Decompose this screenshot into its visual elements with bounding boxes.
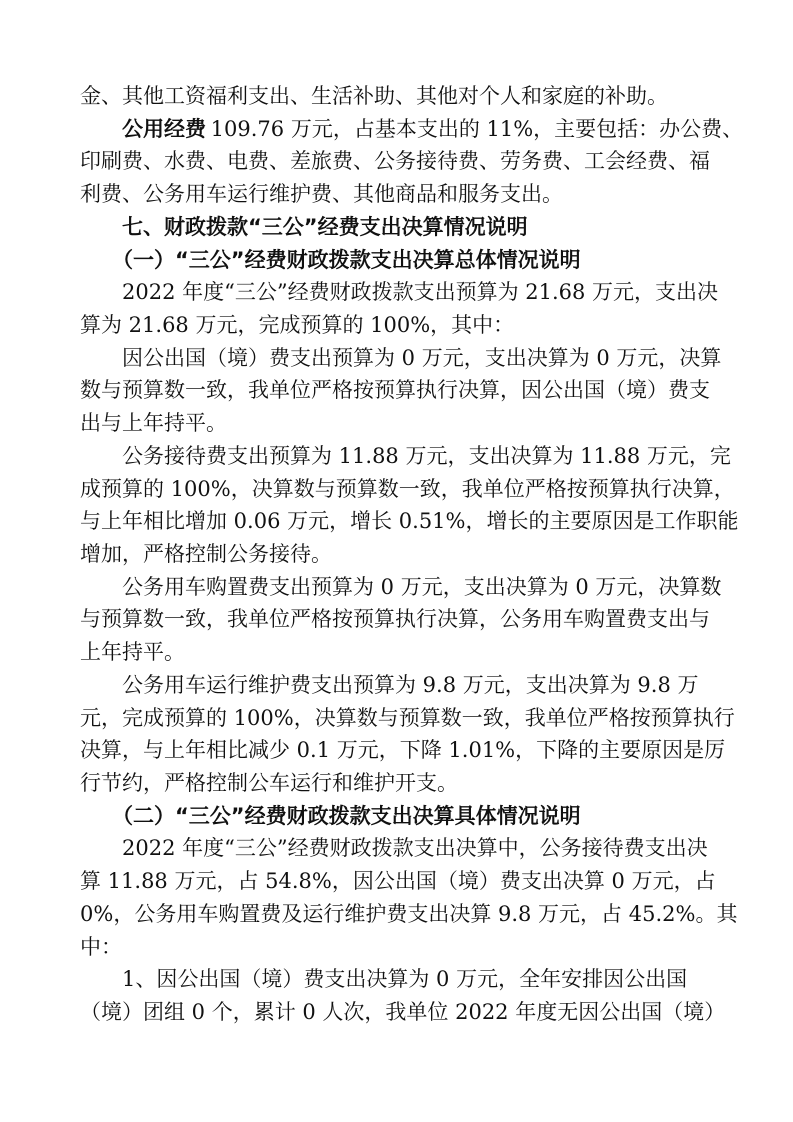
paragraph-text: 公务用车购置费支出预算为 0 万元，支出决算为 0 万元，决算数 xyxy=(122,574,722,599)
text-line xyxy=(0,503,793,539)
text-line xyxy=(0,994,793,1030)
subsection-heading: （二）“三公”经费财政拨款支出决算具体情况说明 xyxy=(112,803,581,828)
paragraph-text: 算 11.88 万元，占 54.8%，因公出国（境）费支出决算 0 万元，占 xyxy=(80,869,716,894)
paragraph-text: 2022 年度“三公”经费财政拨款支出决算中，公务接待费支出决 xyxy=(122,836,708,861)
subsection-heading: （一）“三公”经费财政拨款支出决算总体情况说明 xyxy=(112,247,581,272)
section-heading: 七、财政拨款“三公”经费支出决算情况说明 xyxy=(122,214,528,239)
paragraph-text: 数与预算数一致，我单位严格按预算执行决算，因公出国（境）费支 xyxy=(80,378,710,403)
text-line xyxy=(0,176,793,212)
paragraph-text: 元，完成预算的 100%，决算数与预算数一致，我单位严格按预算执行 xyxy=(80,705,735,730)
text-line xyxy=(0,471,793,507)
paragraph-text: 1、因公出国（境）费支出决算为 0 万元，全年安排因公出国 xyxy=(122,967,688,992)
subsection-heading-line xyxy=(0,798,793,834)
paragraph-text: 决算，与上年相比减少 0.1 万元，下降 1.01%，下降的主要原因是厉 xyxy=(80,738,726,763)
text-line xyxy=(0,601,793,637)
text-line xyxy=(0,536,793,572)
text-line xyxy=(0,929,793,965)
paragraph-text: 金、其他工资福利支出、生活补助、其他对个人和家庭的补助。 xyxy=(80,84,668,108)
paragraph-text: 109.76 万元，占基本支出的 11%，主要包括：办公费、 xyxy=(204,116,744,141)
bold-lead-term: 公用经费 xyxy=(122,116,206,141)
paragraph-text: 0%，公务用车购置费及运行维护费支出决算 9.8 万元，占 45.2%。其 xyxy=(80,901,738,926)
paragraph-text: 行节约，严格控制公车运行和维护开支。 xyxy=(80,771,458,795)
paragraph-text: 算为 21.68 万元，完成预算的 100%，其中： xyxy=(80,313,515,337)
subsection-heading-line xyxy=(0,242,793,278)
text-line xyxy=(0,634,793,670)
text-line xyxy=(0,863,793,899)
paragraph-text: 利费、公务用车运行维护费、其他商品和服务支出。 xyxy=(80,182,563,207)
text-line xyxy=(0,700,793,736)
paragraph-text: （境）团组 0 个，累计 0 人次，我单位 2022 年度无因公出国（境） xyxy=(80,1000,726,1024)
text-line xyxy=(0,405,793,441)
text-line xyxy=(0,111,793,147)
text-line xyxy=(0,765,793,801)
text-line xyxy=(0,569,793,605)
text-line xyxy=(0,372,793,408)
paragraph-text: 与上年相比增加 0.06 万元，增长 0.51%，增长的主要原因是工作职能 xyxy=(80,509,739,534)
paragraph-text: 中： xyxy=(80,934,122,959)
text-line xyxy=(0,667,793,703)
paragraph-text: 成预算的 100%，决算数与预算数一致，我单位严格按预算执行决算， xyxy=(80,476,735,501)
paragraph-text: 公务接待费支出预算为 11.88 万元，支出决算为 11.88 万元，完 xyxy=(122,443,731,468)
paragraph-text: 上年持平。 xyxy=(80,640,185,665)
text-line xyxy=(0,340,793,376)
text-line xyxy=(0,78,793,114)
section-heading-line xyxy=(0,209,793,245)
paragraph-text: 因公出国（境）费支出预算为 0 万元，支出决算为 0 万元，决算 xyxy=(122,345,722,370)
text-line xyxy=(0,274,793,310)
text-line xyxy=(0,732,793,768)
text-line xyxy=(0,896,793,932)
paragraph-text: 2022 年度“三公”经费财政拨款支出预算为 21.68 万元，支出决 xyxy=(122,280,719,305)
text-line xyxy=(0,961,793,997)
text-line xyxy=(0,438,793,474)
text-line xyxy=(0,830,793,866)
paragraph-text: 印刷费、水费、电费、差旅费、公务接待费、劳务费、工会经费、福 xyxy=(80,149,710,174)
text-line xyxy=(0,307,793,343)
paragraph-text: 与预算数一致，我单位严格按预算执行决算，公务用车购置费支出与 xyxy=(80,607,710,632)
text-line xyxy=(0,143,793,179)
paragraph-text: 公务用车运行维护费支出预算为 9.8 万元，支出决算为 9.8 万 xyxy=(122,672,699,697)
paragraph-text: 出与上年持平。 xyxy=(80,411,227,436)
paragraph-text: 增加，严格控制公务接待。 xyxy=(80,542,332,566)
